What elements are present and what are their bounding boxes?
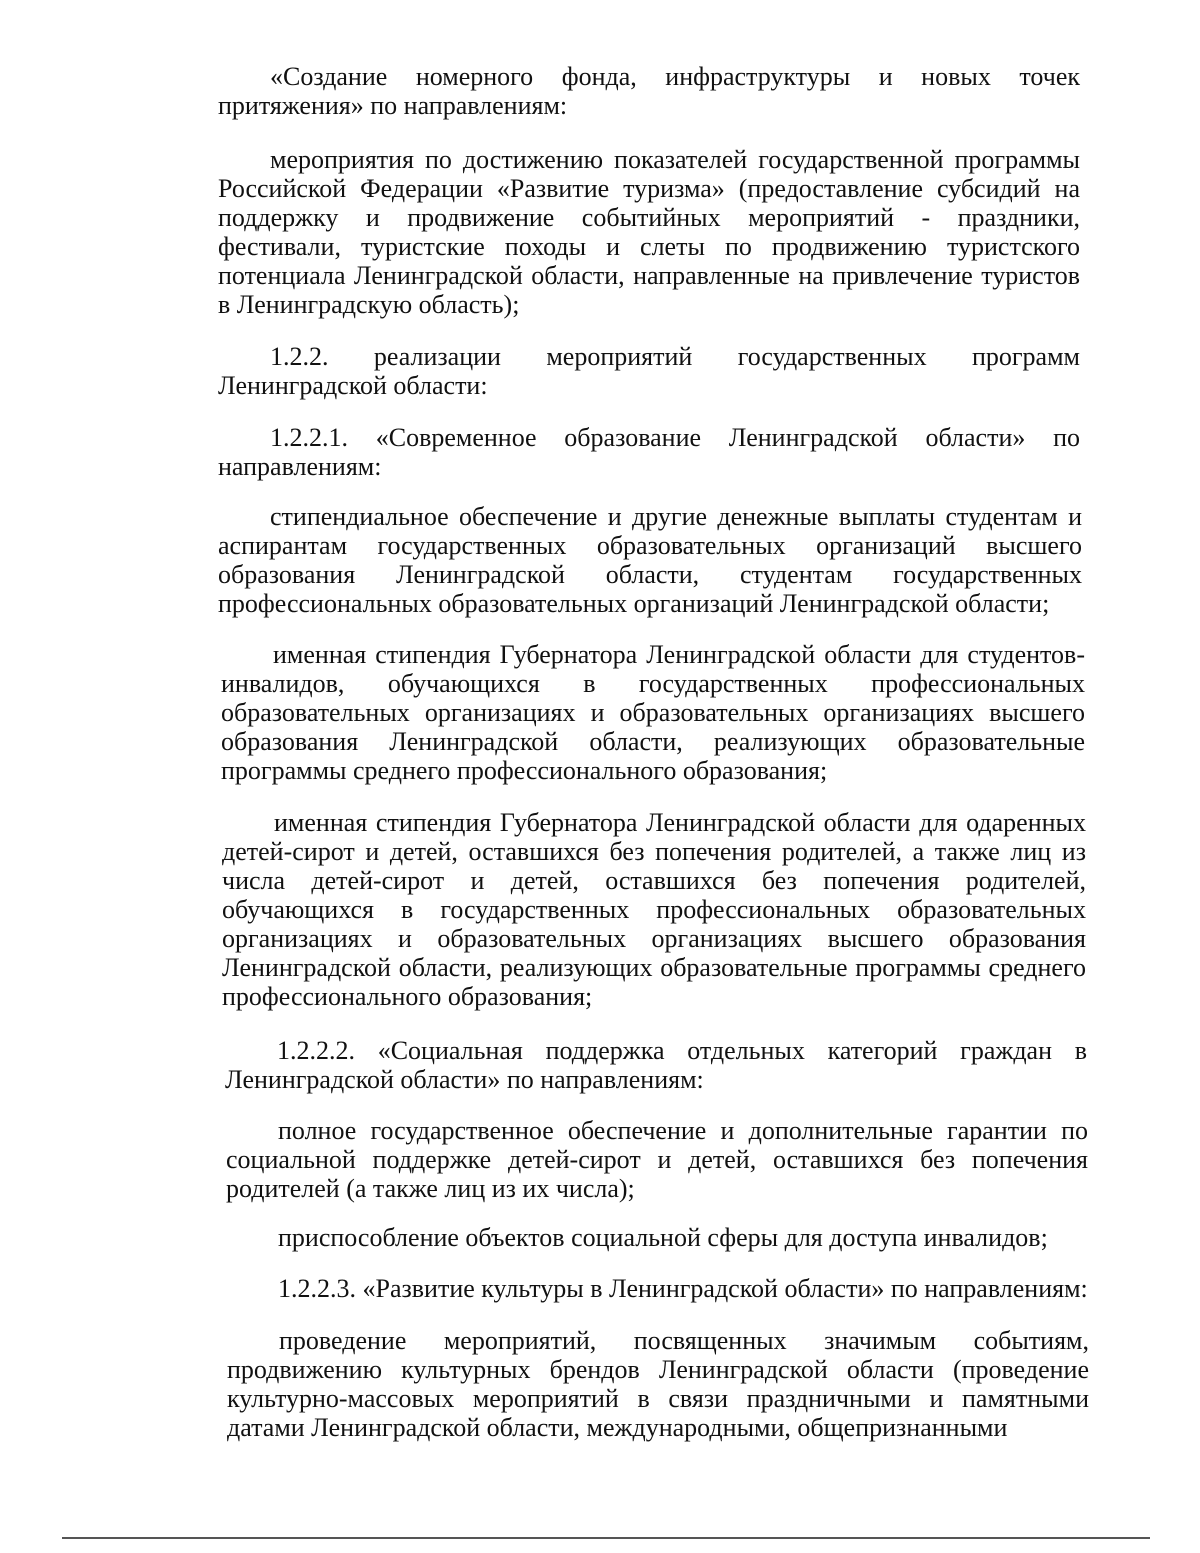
paragraph-1-2-2-3: 1.2.2.3. «Развитие культуры в Ленинградской области» по направлениям: (278, 1274, 1088, 1303)
bottom-scan-line (62, 1537, 1150, 1539)
paragraph-1-2-2: 1.2.2. реализации мероприятий государственных программ Ленинградской области: (218, 342, 1080, 400)
paragraph-1-2-2-1: 1.2.2.1. «Современное образование Ленинградской области» по направлениям: (218, 423, 1080, 481)
paragraph-stipend-students: стипендиальное обеспечение и другие денежные выплаты студентам и аспирантам государственных образовательных организаций высшего образования Ленинградской области, студентам государственных профессиональных образовательных организаций Ленинградской области; (218, 502, 1082, 618)
paragraph-tourism-infrastructure: «Создание номерного фонда, инфраструктуры и новых точек притяжения» по направлениям: (218, 62, 1080, 120)
paragraph-culture-events: проведение мероприятий, посвященных значимым событиям, продвижению культурных брендов Ленинградской области (проведение культурно-массовых мероприятий в связи праздничными и памятными датами Ленинградской области, международными, общепризнанными (227, 1326, 1089, 1442)
paragraph-tourism-events: мероприятия по достижению показателей государственной программы Российской Федерации «Развитие туризма» (предоставление субсидий на поддержку и продвижение событийных мероприятий - праздники, фестивали, туристские походы и слеты по продвижению туристского потенциала Ленинградской области, направленные на привлечение туристов в Ленинградскую область); (218, 145, 1080, 319)
paragraph-governor-stipend-orphans: именная стипендия Губернатора Ленинградской области для одаренных детей-сирот и детей, оставшихся без попечения родителей, а также лиц из числа детей-сирот и детей, оставшихся без попечения родителей, обучающихся в государственных профессиональных образовательных организациях и образовательных организациях высшего образования Ленинградской области, реализующих образовательные программы среднего профессионального образования; (222, 808, 1086, 1011)
paragraph-governor-stipend-disabled: именная стипендия Губернатора Ленинградской области для студентов-инвалидов, обучающихся в государственных профессиональных образовательных организациях и образовательных организациях высшего образования Ленинградской области, реализующих образовательные программы среднего профессионального образования; (221, 640, 1085, 785)
paragraph-accessibility: приспособление объектов социальной сферы для доступа инвалидов; (278, 1223, 1048, 1252)
paragraph-1-2-2-2: 1.2.2.2. «Социальная поддержка отдельных категорий граждан в Ленинградской области» по направлениям: (225, 1036, 1087, 1094)
paragraph-orphans-support: полное государственное обеспечение и дополнительные гарантии по социальной поддержке детей-сирот и детей, оставшихся без попечения родителей (а также лиц из их числа); (226, 1116, 1088, 1203)
